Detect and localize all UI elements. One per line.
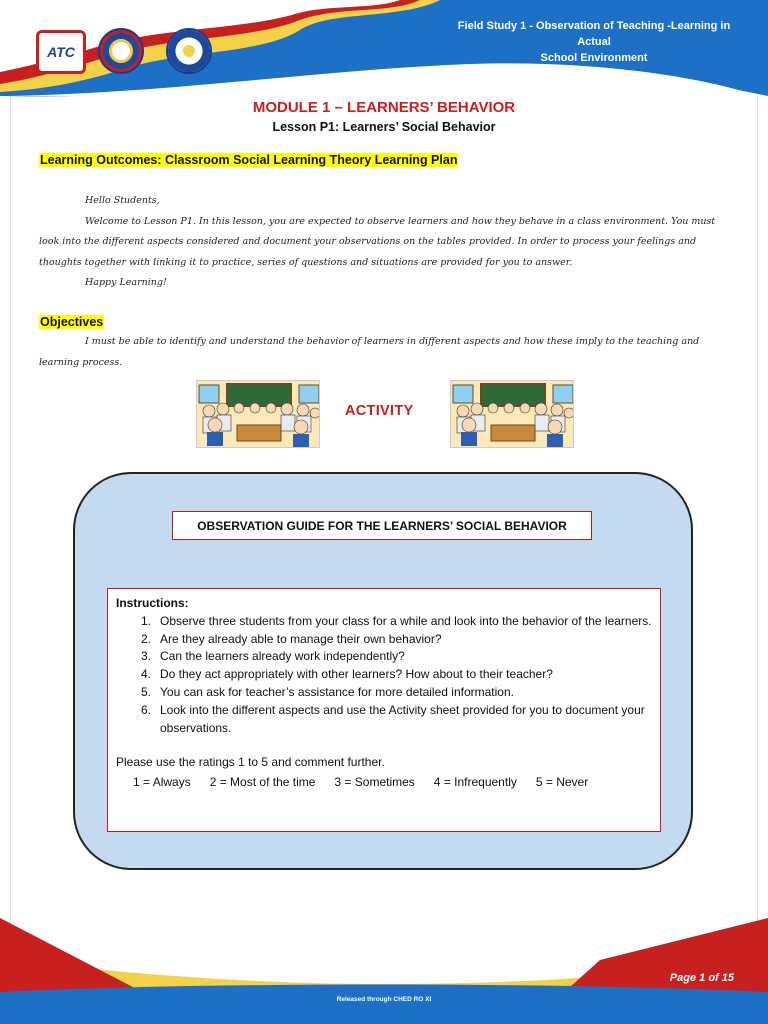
atc-logo-text: ATC	[47, 44, 75, 60]
greeting-closing: Happy Learning!	[85, 277, 167, 288]
rating-option: 3 = Sometimes	[334, 775, 415, 790]
greeting-salutation: Hello Students,	[85, 195, 160, 206]
ratings-scale	[116, 774, 652, 792]
objectives-heading: Objectives	[40, 315, 104, 329]
instructions-list	[116, 613, 652, 738]
school-seal-logo	[98, 28, 144, 74]
instruction-item	[116, 666, 652, 684]
instruction-number: 4.	[140, 667, 151, 682]
header-title	[444, 18, 744, 66]
instruction-text: Do they act appropriately with other learners? How about to their teacher?	[160, 667, 553, 682]
rating-option: 1 = Always	[133, 775, 191, 790]
instruction-text: Observe three students from your class for a while and look into the behavior of the learners.	[160, 613, 652, 628]
teacher-education-seal-logo	[166, 28, 212, 74]
footer-banner	[0, 900, 768, 1024]
instructions-heading: Instructions:	[116, 596, 189, 610]
instruction-item	[116, 702, 652, 738]
instruction-number: 3.	[140, 649, 151, 664]
objectives-block	[39, 332, 729, 373]
instruction-item	[116, 684, 652, 702]
page-number: Page 1 of 15	[669, 972, 734, 984]
instruction-text: Look into the different aspects and use the Activity sheet provided for you to document your observations.	[160, 702, 645, 735]
greeting-body: Welcome to Lesson P1. In this lesson, you are expected to observe learners and how they behave in a class environment. You must look into the different aspects considered and document your observations on the tables provided. In order to process your feelings and thoughts together with linking it to practice, series of questions and situations are provided for you to answer.	[39, 215, 716, 268]
classroom-illustration	[450, 380, 574, 448]
page-frame-left	[10, 96, 11, 926]
instruction-text: Can the learners already work independently?	[160, 649, 405, 664]
instructions-box	[107, 588, 661, 832]
rating-option: 5 = Never	[535, 775, 589, 790]
header-title-line2: School Environment	[540, 52, 648, 64]
instruction-item	[116, 613, 652, 631]
instruction-item	[116, 631, 652, 649]
instruction-number: 6.	[140, 702, 151, 717]
released-through-note: Released through CHED RO XI	[336, 996, 432, 1003]
activity-label: ACTIVITY	[345, 403, 414, 419]
observation-guide-title: OBSERVATION GUIDE FOR THE LEARNERS’ SOCIAL BEHAVIOR	[172, 511, 592, 540]
rating-option: 4 = Infrequently	[433, 775, 517, 790]
lesson-title: Lesson P1: Learners’ Social Behavior	[272, 120, 496, 134]
instruction-item	[116, 648, 652, 666]
atc-logo	[36, 30, 86, 74]
greeting-block	[39, 191, 729, 294]
rating-option: 2 = Most of the time	[209, 775, 316, 790]
instruction-number: 5.	[140, 684, 151, 699]
ratings-intro: Please use the ratings 1 to 5 and comment further.	[116, 755, 385, 770]
instruction-number: 1.	[140, 613, 151, 628]
learning-outcomes-heading: Learning Outcomes: Classroom Social Learning Theory Learning Plan	[40, 153, 458, 167]
instruction-text: You can ask for teacher’s assistance for more detailed information.	[160, 684, 514, 699]
module-title: MODULE 1 – LEARNERS’ BEHAVIOR	[252, 99, 516, 116]
objectives-text: I must be able to identify and understand the behavior of learners in different aspects and how these imply to the teaching and learning process.	[39, 336, 700, 368]
page-frame-right	[757, 96, 758, 926]
instruction-text: Are they already able to manage their own behavior?	[160, 631, 442, 646]
header-title-line1: Field Study 1 - Observation of Teaching -Learning in Actual	[457, 20, 731, 48]
instruction-number: 2.	[140, 631, 151, 646]
classroom-illustration	[196, 380, 320, 448]
